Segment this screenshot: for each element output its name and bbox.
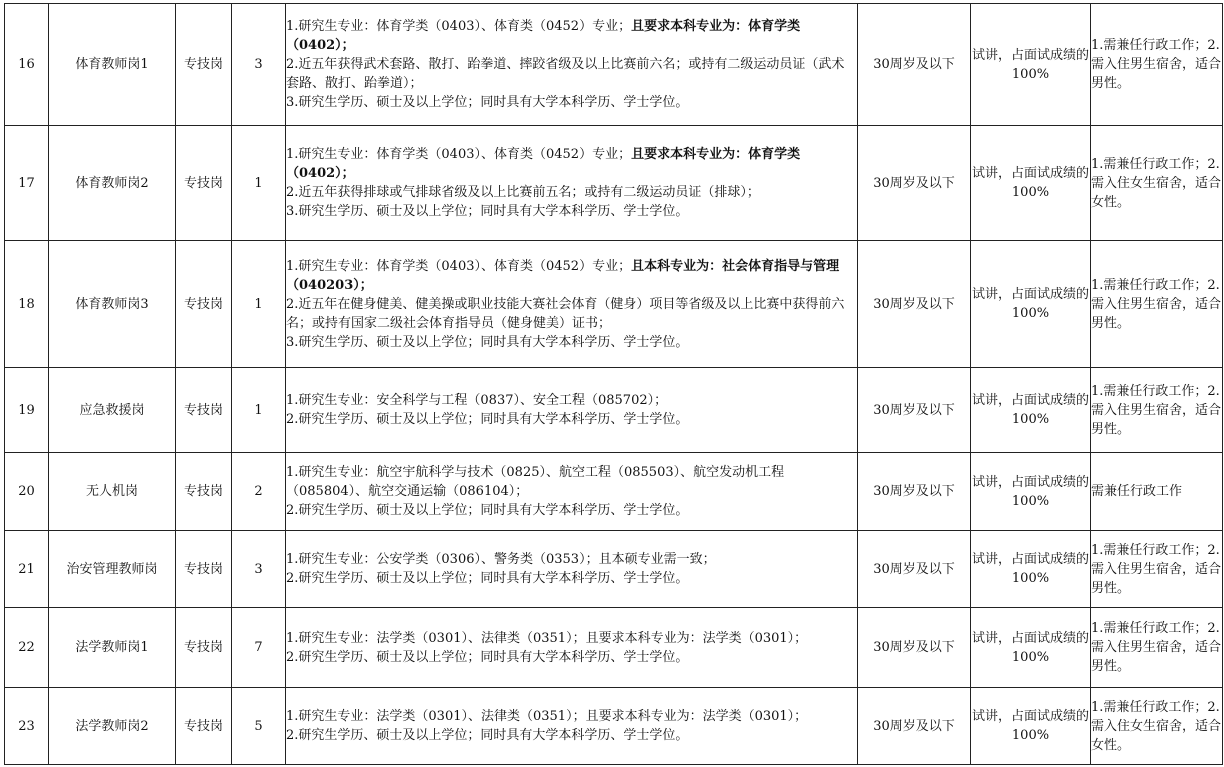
requirement-line-1: 1.研究生专业：体育学类（0403）、体育类（0452）专业； <box>286 19 632 34</box>
remarks: 1.需兼任行政工作；2.需入住女生宿舍，适合女性。 <box>1091 126 1223 241</box>
requirements-cell <box>286 241 858 368</box>
exam-method: 试讲，占面试成绩的100% <box>971 531 1091 608</box>
position-type: 专技岗 <box>176 4 232 126</box>
remarks: 1.需兼任行政工作；2.需入住男生宿舍，适合男性。 <box>1091 608 1223 688</box>
age-limit: 30周岁及以下 <box>858 241 971 368</box>
table-row <box>5 608 1223 688</box>
remarks: 需兼任行政工作 <box>1091 453 1223 531</box>
exam-method: 试讲，占面试成绩的100% <box>971 608 1091 688</box>
position-type: 专技岗 <box>176 531 232 608</box>
requirement-line-3: 3.研究生学历、硕士及以上学位；同时具有大学本科学历、学士学位。 <box>286 334 689 350</box>
position-name: 法学教师岗2 <box>49 688 176 765</box>
position-number: 20 <box>5 453 49 531</box>
table-row <box>5 688 1223 765</box>
position-type: 专技岗 <box>176 453 232 531</box>
requirement-line-1: 1.研究生专业：航空宇航科学与技术（0825）、航空工程（085503）、航空发动机工程（085804）、航空交通运输（086104）； <box>286 465 785 499</box>
position-number: 18 <box>5 241 49 368</box>
exam-method: 试讲，占面试成绩的100% <box>971 126 1091 241</box>
table-row <box>5 531 1223 608</box>
exam-method: 试讲，占面试成绩的100% <box>971 368 1091 453</box>
requirement-line-1: 1.研究生专业：安全科学与工程（0837）、安全工程（085702）； <box>286 393 668 408</box>
hiring-count: 1 <box>232 368 286 453</box>
exam-method: 试讲，占面试成绩的100% <box>971 688 1091 765</box>
position-name: 法学教师岗1 <box>49 608 176 688</box>
hiring-count: 2 <box>232 453 286 531</box>
position-name: 治安管理教师岗 <box>49 531 176 608</box>
position-name: 体育教师岗1 <box>49 4 176 126</box>
requirement-line-1: 1.研究生专业：法学类（0301）、法律类（0351）；且要求本科专业为：法学类（0301）； <box>286 709 808 724</box>
table-row <box>5 241 1223 368</box>
requirement-line-3: 3.研究生学历、硕士及以上学位；同时具有大学本科学历、学士学位。 <box>286 95 689 110</box>
requirement-line-1-emphasis: 且要求本科专业为：体育学类（0402）； <box>286 19 801 53</box>
age-limit: 30周岁及以下 <box>858 453 971 531</box>
table-row <box>5 368 1223 453</box>
requirement-line-2: 2.研究生学历、硕士及以上学位；同时具有大学本科学历、学士学位。 <box>286 649 689 665</box>
position-type: 专技岗 <box>176 241 232 368</box>
position-name: 体育教师岗2 <box>49 126 176 241</box>
exam-method: 试讲，占面试成绩的100% <box>971 4 1091 126</box>
position-name: 体育教师岗3 <box>49 241 176 368</box>
requirements-cell <box>286 368 858 453</box>
position-number: 22 <box>5 608 49 688</box>
requirement-line-2: 2.研究生学历、硕士及以上学位；同时具有大学本科学历、学士学位。 <box>286 728 689 743</box>
job-positions-table <box>4 3 1223 765</box>
hiring-count: 1 <box>232 126 286 241</box>
position-name: 无人机岗 <box>49 453 176 531</box>
hiring-count: 5 <box>232 688 286 765</box>
requirements-cell <box>286 531 858 608</box>
exam-method: 试讲，占面试成绩的100% <box>971 453 1091 531</box>
age-limit: 30周岁及以下 <box>858 531 971 608</box>
age-limit: 30周岁及以下 <box>858 126 971 241</box>
requirement-line-1: 1.研究生专业：体育学类（0403）、体育类（0452）专业； <box>286 258 632 274</box>
requirements-cell <box>286 453 858 531</box>
age-limit: 30周岁及以下 <box>858 688 971 765</box>
remarks: 1.需兼任行政工作；2.需入住男生宿舍，适合男性。 <box>1091 241 1223 368</box>
remarks: 1.需兼任行政工作；2.需入住男生宿舍，适合男性。 <box>1091 531 1223 608</box>
requirement-line-2: 2.研究生学历、硕士及以上学位；同时具有大学本科学历、学士学位。 <box>286 571 689 586</box>
hiring-count: 1 <box>232 241 286 368</box>
requirement-line-2: 2.近五年在健身健美、健美操或职业技能大赛社会体育（健身）项目等省级及以上比赛中获得前六名；或持有国家二级社会体育指导员（健身健美）证书； <box>286 296 845 331</box>
requirement-line-3: 3.研究生学历、硕士及以上学位；同时具有大学本科学历、学士学位。 <box>286 204 689 219</box>
position-number: 17 <box>5 126 49 241</box>
requirement-line-2: 2.近五年获得排球或气排球省级及以上比赛前五名；或持有二级运动员证（排球）； <box>286 185 760 200</box>
position-type: 专技岗 <box>176 368 232 453</box>
age-limit: 30周岁及以下 <box>858 4 971 126</box>
position-type: 专技岗 <box>176 608 232 688</box>
remarks: 1.需兼任行政工作；2.需入住女生宿舍，适合女性。 <box>1091 688 1223 765</box>
requirement-line-1-emphasis: 且要求本科专业为：体育学类（0402）； <box>286 147 801 181</box>
exam-method: 试讲，占面试成绩的100% <box>971 241 1091 368</box>
position-number: 16 <box>5 4 49 126</box>
requirement-line-2: 2.研究生学历、硕士及以上学位；同时具有大学本科学历、学士学位。 <box>286 503 689 518</box>
remarks: 1.需兼任行政工作；2.需入住男生宿舍，适合男性。 <box>1091 368 1223 453</box>
position-name: 应急救援岗 <box>49 368 176 453</box>
requirement-line-2: 2.近五年获得武术套路、散打、跆拳道、摔跤省级及以上比赛前六名；或持有二级运动员证（武术套路、散打、跆拳道）； <box>286 57 845 91</box>
position-number: 19 <box>5 368 49 453</box>
requirements-cell <box>286 4 858 126</box>
table-row <box>5 4 1223 126</box>
position-type: 专技岗 <box>176 688 232 765</box>
table-row <box>5 126 1223 241</box>
requirement-line-1: 1.研究生专业：体育学类（0403）、体育类（0452）专业； <box>286 147 632 162</box>
age-limit: 30周岁及以下 <box>858 608 971 688</box>
requirements-cell <box>286 688 858 765</box>
table-row <box>5 453 1223 531</box>
requirements-cell <box>286 608 858 688</box>
requirement-line-1: 1.研究生专业：公安学类（0306）、警务类（0353）；且本硕专业需一致； <box>286 552 716 567</box>
requirement-line-1-emphasis: 且本科专业为：社会体育指导与管理（040203）； <box>286 258 840 293</box>
remarks: 1.需兼任行政工作；2.需入住男生宿舍，适合男性。 <box>1091 4 1223 126</box>
requirements-cell <box>286 126 858 241</box>
hiring-count: 3 <box>232 4 286 126</box>
position-type: 专技岗 <box>176 126 232 241</box>
age-limit: 30周岁及以下 <box>858 368 971 453</box>
position-number: 23 <box>5 688 49 765</box>
hiring-count: 3 <box>232 531 286 608</box>
requirement-line-1: 1.研究生专业：法学类（0301）、法律类（0351）；且要求本科专业为：法学类（0301）； <box>286 630 808 646</box>
requirement-line-2: 2.研究生学历、硕士及以上学位；同时具有大学本科学历、学士学位。 <box>286 412 689 427</box>
position-number: 21 <box>5 531 49 608</box>
hiring-count: 7 <box>232 608 286 688</box>
